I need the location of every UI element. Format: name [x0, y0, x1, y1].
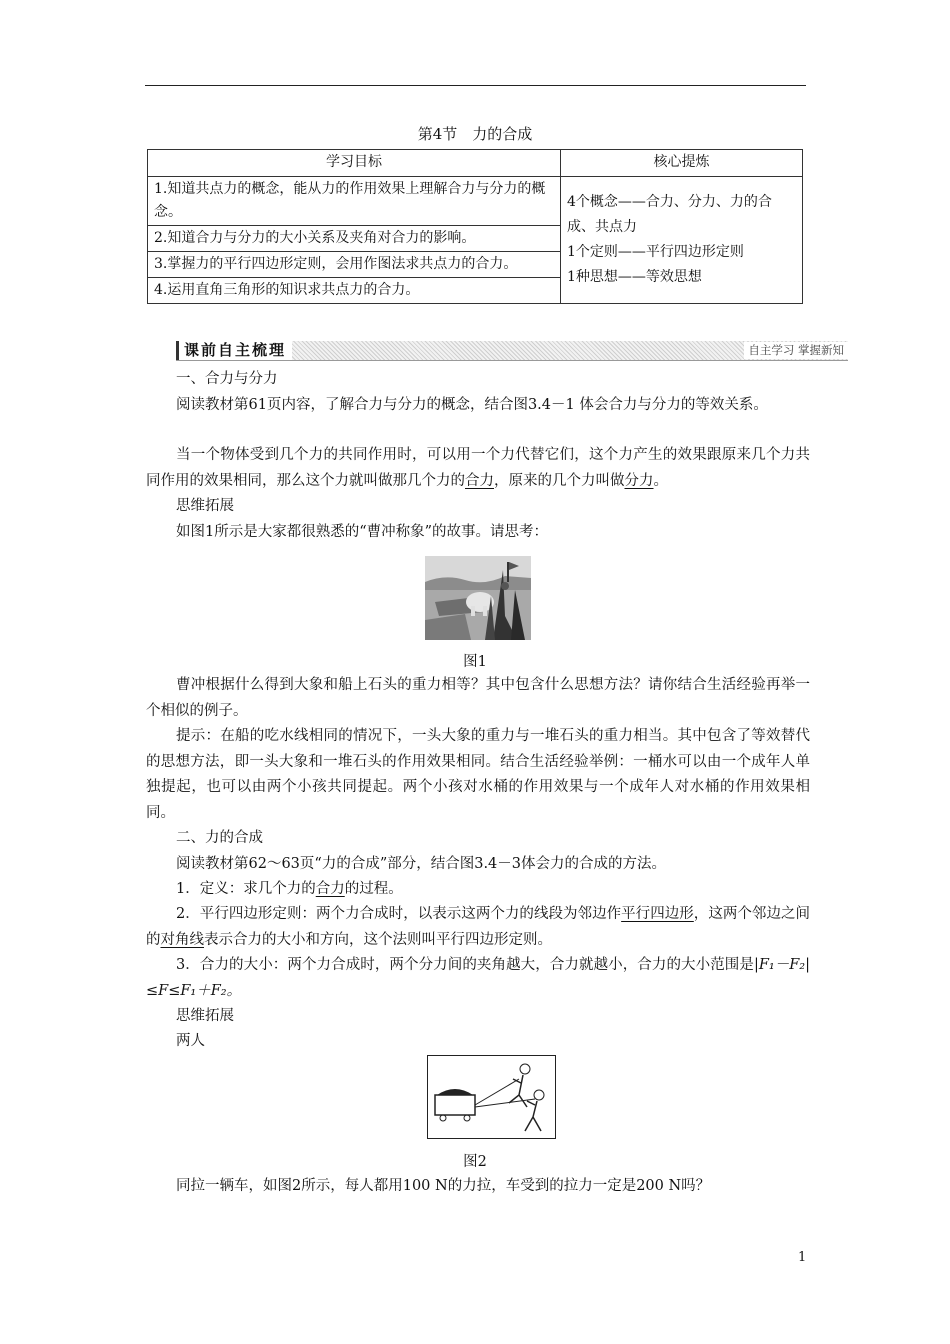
header-rule: [145, 85, 806, 86]
definition-3: 3．合力的大小：两个力合成时，两个分力间的夹角越大，合力就越小，合力的大小范围是|F₁－F₂|≤F≤F₁＋F₂。: [146, 957, 810, 999]
objectives-table: [147, 149, 803, 304]
term-resultant: 合力: [315, 881, 345, 897]
page-title: 第4节 力的合成: [417, 125, 533, 143]
section1-para2: 当一个物体受到几个力的共同作用时，可以用一个力代替它们，这个力产生的效果跟原来几个力共同作用的效果相同，那么这个力就叫做那几个力的合力，原来的几个力叫做分力。: [146, 447, 810, 489]
goal-3: 3.掌握力的平行四边形定则，会用作图法求共点力的合力。: [148, 252, 561, 278]
section1-para1: 阅读教材第61页内容，了解合力与分力的概念，结合图3.4－1 体会合力与分力的等效关系。: [176, 397, 768, 413]
question-2: 同拉一辆车，如图2所示，每人都用100 N的力拉，车受到的拉力一定是200 N吗？: [176, 1178, 711, 1194]
definition-1: 1．定义：求几个力的合力的过程。: [176, 881, 403, 897]
table-header-goals: 学习目标: [148, 150, 561, 177]
range-formula: |F₁－F₂|≤F≤F₁＋F₂。: [146, 957, 810, 999]
figure-1-image: [425, 556, 531, 640]
table-header-core: 核心提炼: [561, 150, 803, 177]
section2-heading: 二、力的合成: [176, 830, 263, 846]
goal-2: 2.知道合力与分力的大小关系及夹角对合力的影响。: [148, 226, 561, 252]
section2-para2: 两人: [176, 1033, 205, 1049]
term-component: 分力: [624, 472, 654, 489]
hint-paragraph: 提示：在船的吃水线相同的情况下，一头大象的重力与一堆石头的重力相当。其中包含了等效替代的思想方法，即一头大象和一堆石头的作用效果相同。结合生活经验举例：一桶水可以由一个成年人单独提起，也可以由两个小孩共同提起。两个小孩对水桶的作用效果与一个成年人对水桶的作用效果相同。: [146, 728, 810, 821]
core-item: 1种思想——等效思想: [567, 269, 702, 285]
question-1: 曹冲根据什么得到大象和船上石头的重力相等？其中包含什么思想方法？请你结合生活经验再举一个相似的例子。: [146, 677, 810, 719]
banner-subtitle: 自主学习 掌握新知: [744, 342, 848, 359]
figure-2-image: [427, 1055, 556, 1139]
goal-1: 1.知道共点力的概念，能从力的作用效果上理解合力与分力的概念。: [148, 177, 561, 226]
core-item: 1个定则——平行四边形定则: [567, 244, 744, 260]
figure-1-caption: 图1: [463, 654, 487, 670]
core-summary: [561, 177, 803, 304]
banner-title: 课前自主梳理: [176, 341, 292, 360]
core-item: 4个概念——合力、分力、力的合成、共点力: [567, 194, 772, 235]
goal-4: 4.运用直角三角形的知识求共点力的合力。: [148, 278, 561, 304]
definition-2: 2．平行四边形定则：两个力合成时，以表示这两个力的线段为邻边作平行四边形，这两个邻边之间的对角线表示合力的大小和方向，这个法则叫平行四边形定则。: [146, 906, 811, 948]
figure-2-caption: 图2: [463, 1154, 487, 1170]
term-parallelogram: 平行四边形: [621, 906, 694, 922]
section2-para1: 阅读教材第62～63页“力的合成”部分，结合图3.4－3体会力的合成的方法。: [176, 856, 667, 872]
think-label-1: 思维拓展: [176, 498, 234, 514]
think-label-2: 思维拓展: [176, 1008, 234, 1024]
term-diagonal: 对角线: [160, 931, 204, 948]
section1-para3: 如图1所示是大家都很熟悉的“曹冲称象”的故事。请思考：: [176, 524, 549, 540]
page-number: 1: [798, 1250, 807, 1265]
term-resultant: 合力: [465, 472, 494, 489]
section1-heading: 一、合力与分力: [176, 371, 278, 387]
section-banner: [176, 341, 848, 361]
